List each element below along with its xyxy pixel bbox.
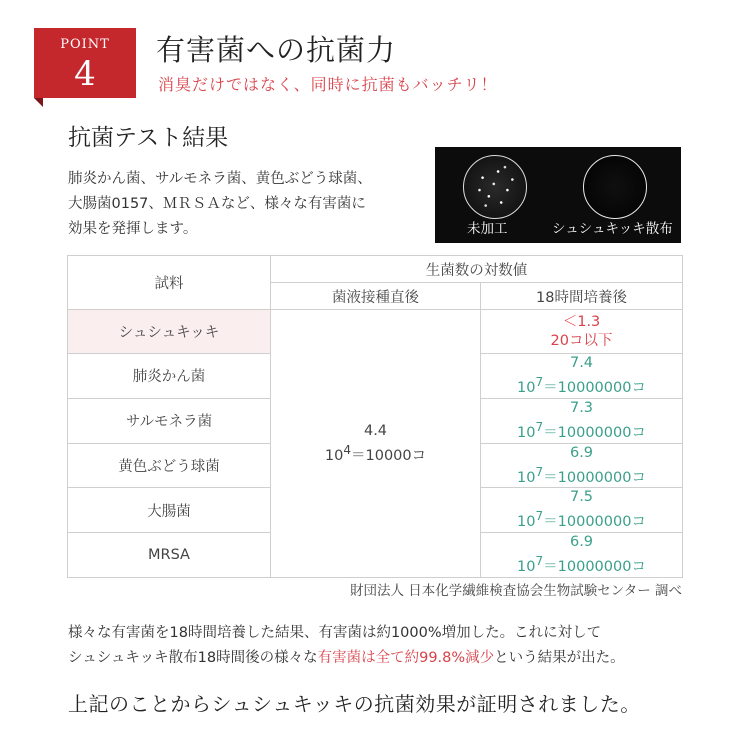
table-row (68, 310, 683, 354)
result-base: 10 (517, 379, 536, 396)
result-count-text: ＝10000000コ (543, 559, 646, 576)
result-base: 10 (517, 514, 536, 531)
result-count-text: ＝10000000コ (543, 514, 646, 531)
paragraph-text: という結果が出た。 (494, 650, 625, 666)
result-count (481, 463, 682, 488)
header-group: 生菌数の対数値 (271, 256, 683, 283)
conclusion-text: 上記のことからシュシュキッキの抗菌効果が証明されました。 (68, 692, 641, 716)
badge-fold (34, 98, 43, 107)
sample-name: シュシュキッキ (68, 310, 271, 354)
result-log-value: 7.5 (569, 489, 594, 506)
results-table (67, 255, 683, 578)
result-cell (481, 488, 683, 533)
result-count-text: ＝10000000コ (543, 424, 646, 441)
result-count-text: ＝10000000コ (543, 469, 646, 486)
result-cell (481, 354, 683, 399)
untreated-dish-image (463, 155, 527, 219)
result-exponent: 7 (535, 554, 544, 569)
result-cell (481, 310, 683, 354)
result-log-value: 7.4 (569, 355, 594, 371)
paragraph-line (68, 646, 625, 671)
sample-name: 大腸菌 (68, 488, 271, 533)
initial-count (271, 441, 480, 466)
result-count (481, 373, 682, 398)
point-badge (34, 28, 136, 98)
result-count-text: ＝10000000コ (543, 379, 646, 396)
header-sample: 試料 (68, 256, 271, 310)
section-heading: 抗菌テスト結果 (68, 125, 229, 151)
result-cell (481, 443, 683, 488)
sample-name: 黄色ぶどう球菌 (68, 443, 271, 488)
sample-name: 肺炎かん菌 (68, 354, 271, 399)
result-exponent: 7 (535, 419, 544, 434)
initial-log-value: 4.4 (363, 422, 388, 439)
paragraph-highlight: 有害菌は全て約99.8%減少 (317, 650, 495, 666)
result-log-value: 6.9 (569, 444, 594, 461)
intro-line: 肺炎かん菌、サルモネラ菌、黄色ぶどう球菌、 (68, 171, 372, 187)
badge-number: 4 (74, 54, 96, 94)
result-exponent: 7 (535, 375, 544, 389)
result-count (481, 507, 682, 532)
untreated-label: 未加工 (467, 221, 508, 237)
result-count (481, 418, 682, 443)
result-paragraph (68, 621, 625, 671)
header-initial: 菌液接種直後 (271, 283, 481, 310)
sample-name: サルモネラ菌 (68, 398, 271, 443)
intro-line: 大腸菌0157、ＭＲＳＡなど、様々な有害菌に (68, 196, 366, 212)
result-base: 10 (517, 559, 536, 576)
page-subtitle: 消臭だけではなく、同時に抗菌もバッチリ！ (158, 75, 498, 94)
result-base: 10 (517, 424, 536, 441)
result-log-value: 6.9 (569, 534, 594, 551)
source-credit: 財団法人 日本化学繊維検査協会生物試験センター 調べ (349, 583, 682, 599)
badge-label: POINT (60, 37, 110, 52)
page-title: 有害菌への抗菌力 (156, 33, 397, 67)
result-cell (481, 398, 683, 443)
result-base: 10 (517, 469, 536, 486)
header-after: 18時間培養後 (481, 283, 683, 310)
result-exponent: 7 (535, 509, 544, 524)
paragraph-line: 様々な有害菌を18時間培養した結果、有害菌は約1000%増加した。これに対して (68, 625, 602, 641)
result-exponent: 7 (535, 464, 544, 479)
treated-dish-image (583, 155, 647, 219)
petri-dish-photo (435, 147, 681, 243)
result-cell (481, 533, 683, 578)
initial-base: 10 (324, 447, 344, 464)
intro-text (68, 167, 428, 242)
result-log-value: ＜1.3 (562, 313, 601, 330)
treated-label: シュシュキッキ散布 (552, 221, 673, 237)
result-log-value: 7.3 (569, 399, 594, 416)
initial-exponent: 4 (343, 442, 351, 457)
paragraph-text: シュシュキッキ散布18時間後の様々な (68, 650, 318, 666)
sample-name: MRSA (68, 533, 271, 578)
result-count: 20コ以下 (550, 332, 613, 349)
initial-count-text: ＝10000コ (351, 447, 427, 464)
result-count (481, 552, 682, 577)
initial-value-cell (271, 310, 481, 578)
intro-line: 効果を発揮します。 (68, 221, 198, 237)
